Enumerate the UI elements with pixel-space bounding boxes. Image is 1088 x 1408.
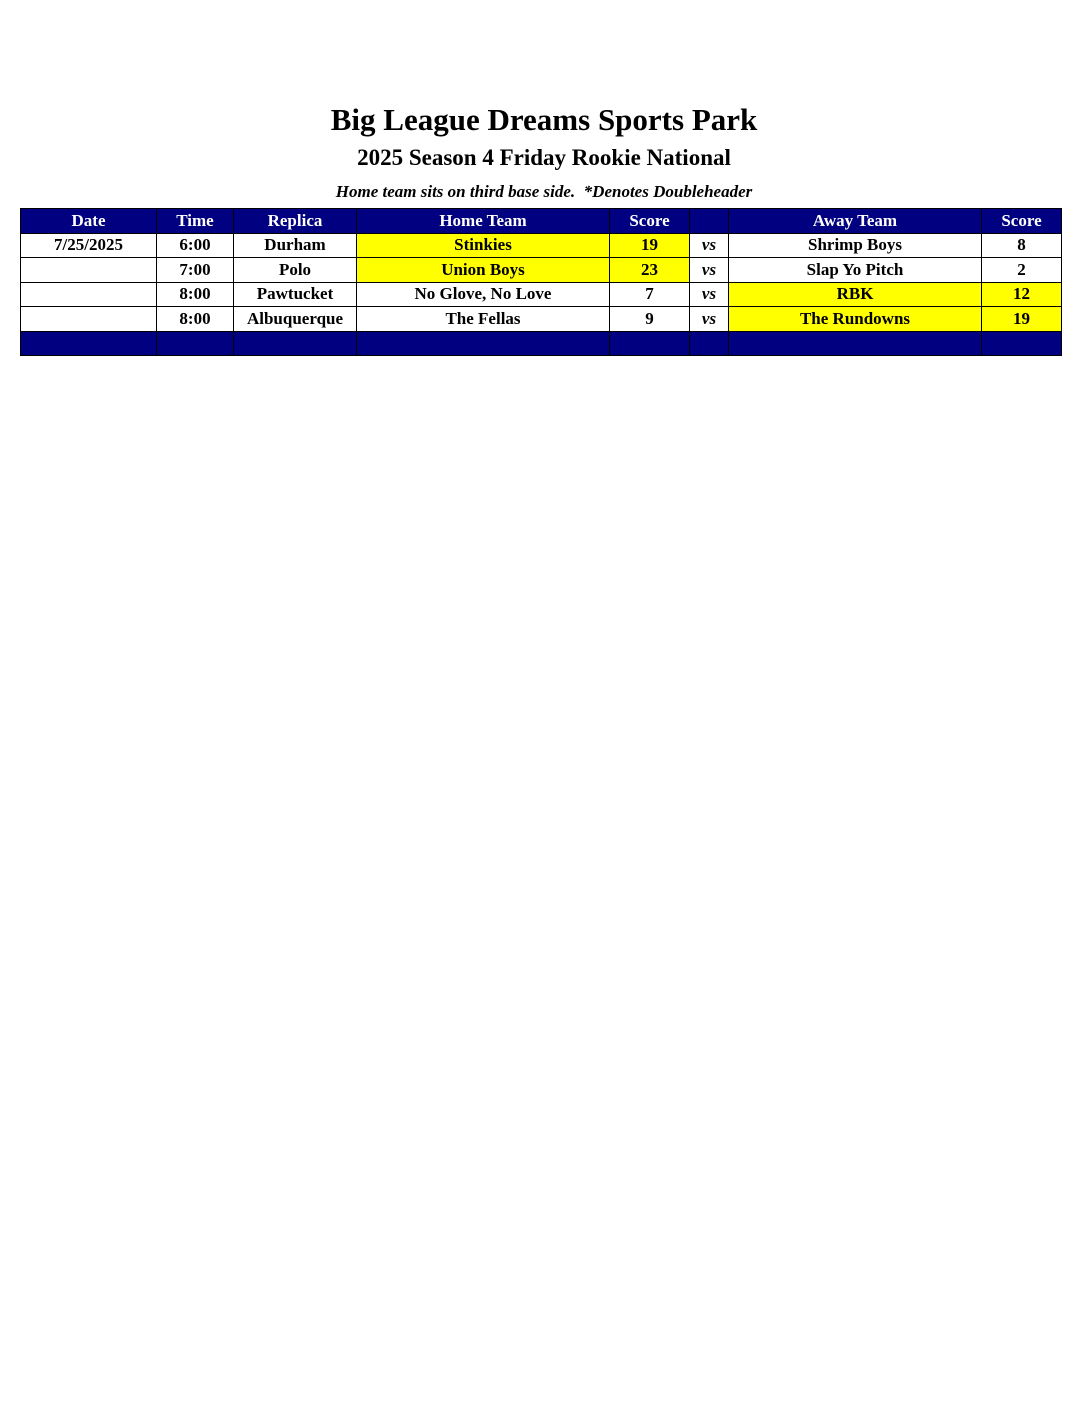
page-title: Big League Dreams Sports Park	[330, 102, 758, 137]
footer-cell	[610, 331, 690, 355]
header-time: Time	[157, 209, 234, 234]
cell-home-team: No Glove, No Love	[357, 282, 610, 307]
cell-date	[21, 258, 157, 283]
cell-home-score: 19	[610, 233, 690, 258]
cell-away-team: The Rundowns	[729, 307, 982, 332]
footer-cell	[982, 331, 1062, 355]
cell-away-score: 19	[982, 307, 1062, 332]
footer-cell	[21, 331, 157, 355]
cell-replica: Albuquerque	[234, 307, 357, 332]
cell-vs: vs	[690, 307, 729, 332]
cell-date: 7/25/2025	[21, 233, 157, 258]
header-away-score: Score	[982, 209, 1062, 234]
footer-cell	[234, 331, 357, 355]
cell-vs: vs	[690, 233, 729, 258]
cell-vs: vs	[690, 282, 729, 307]
cell-away-team: RBK	[729, 282, 982, 307]
cell-time: 7:00	[157, 258, 234, 283]
table-row	[21, 307, 1062, 332]
table-row	[21, 258, 1062, 283]
cell-replica: Durham	[234, 233, 357, 258]
cell-away-score: 8	[982, 233, 1062, 258]
table-footer-row	[21, 331, 1062, 355]
cell-home-team: Stinkies	[357, 233, 610, 258]
footer-cell	[157, 331, 234, 355]
footer-cell	[729, 331, 982, 355]
footer-cell	[690, 331, 729, 355]
cell-home-team: Union Boys	[357, 258, 610, 283]
cell-replica: Polo	[234, 258, 357, 283]
cell-date	[21, 307, 157, 332]
header-home-score: Score	[610, 209, 690, 234]
cell-replica: Pawtucket	[234, 282, 357, 307]
table-row	[21, 282, 1062, 307]
cell-home-score: 23	[610, 258, 690, 283]
table-row	[21, 233, 1062, 258]
cell-away-team: Slap Yo Pitch	[729, 258, 982, 283]
header-replica: Replica	[234, 209, 357, 234]
cell-away-score: 2	[982, 258, 1062, 283]
schedule-table	[20, 208, 1062, 356]
cell-home-team: The Fellas	[357, 307, 610, 332]
cell-time: 8:00	[157, 307, 234, 332]
header-home-team: Home Team	[357, 209, 610, 234]
cell-away-team: Shrimp Boys	[729, 233, 982, 258]
cell-home-score: 9	[610, 307, 690, 332]
doubleheader-note: Home team sits on third base side. *Denotes Doubleheader	[335, 182, 753, 201]
cell-home-score: 7	[610, 282, 690, 307]
cell-time: 6:00	[157, 233, 234, 258]
cell-time: 8:00	[157, 282, 234, 307]
page-subtitle: 2025 Season 4 Friday Rookie National	[357, 145, 731, 170]
header-date: Date	[21, 209, 157, 234]
footer-cell	[357, 331, 610, 355]
header-vs	[690, 209, 729, 234]
cell-date	[21, 282, 157, 307]
table-header-row	[21, 209, 1062, 234]
cell-vs: vs	[690, 258, 729, 283]
cell-away-score: 12	[982, 282, 1062, 307]
header-away-team: Away Team	[729, 209, 982, 234]
